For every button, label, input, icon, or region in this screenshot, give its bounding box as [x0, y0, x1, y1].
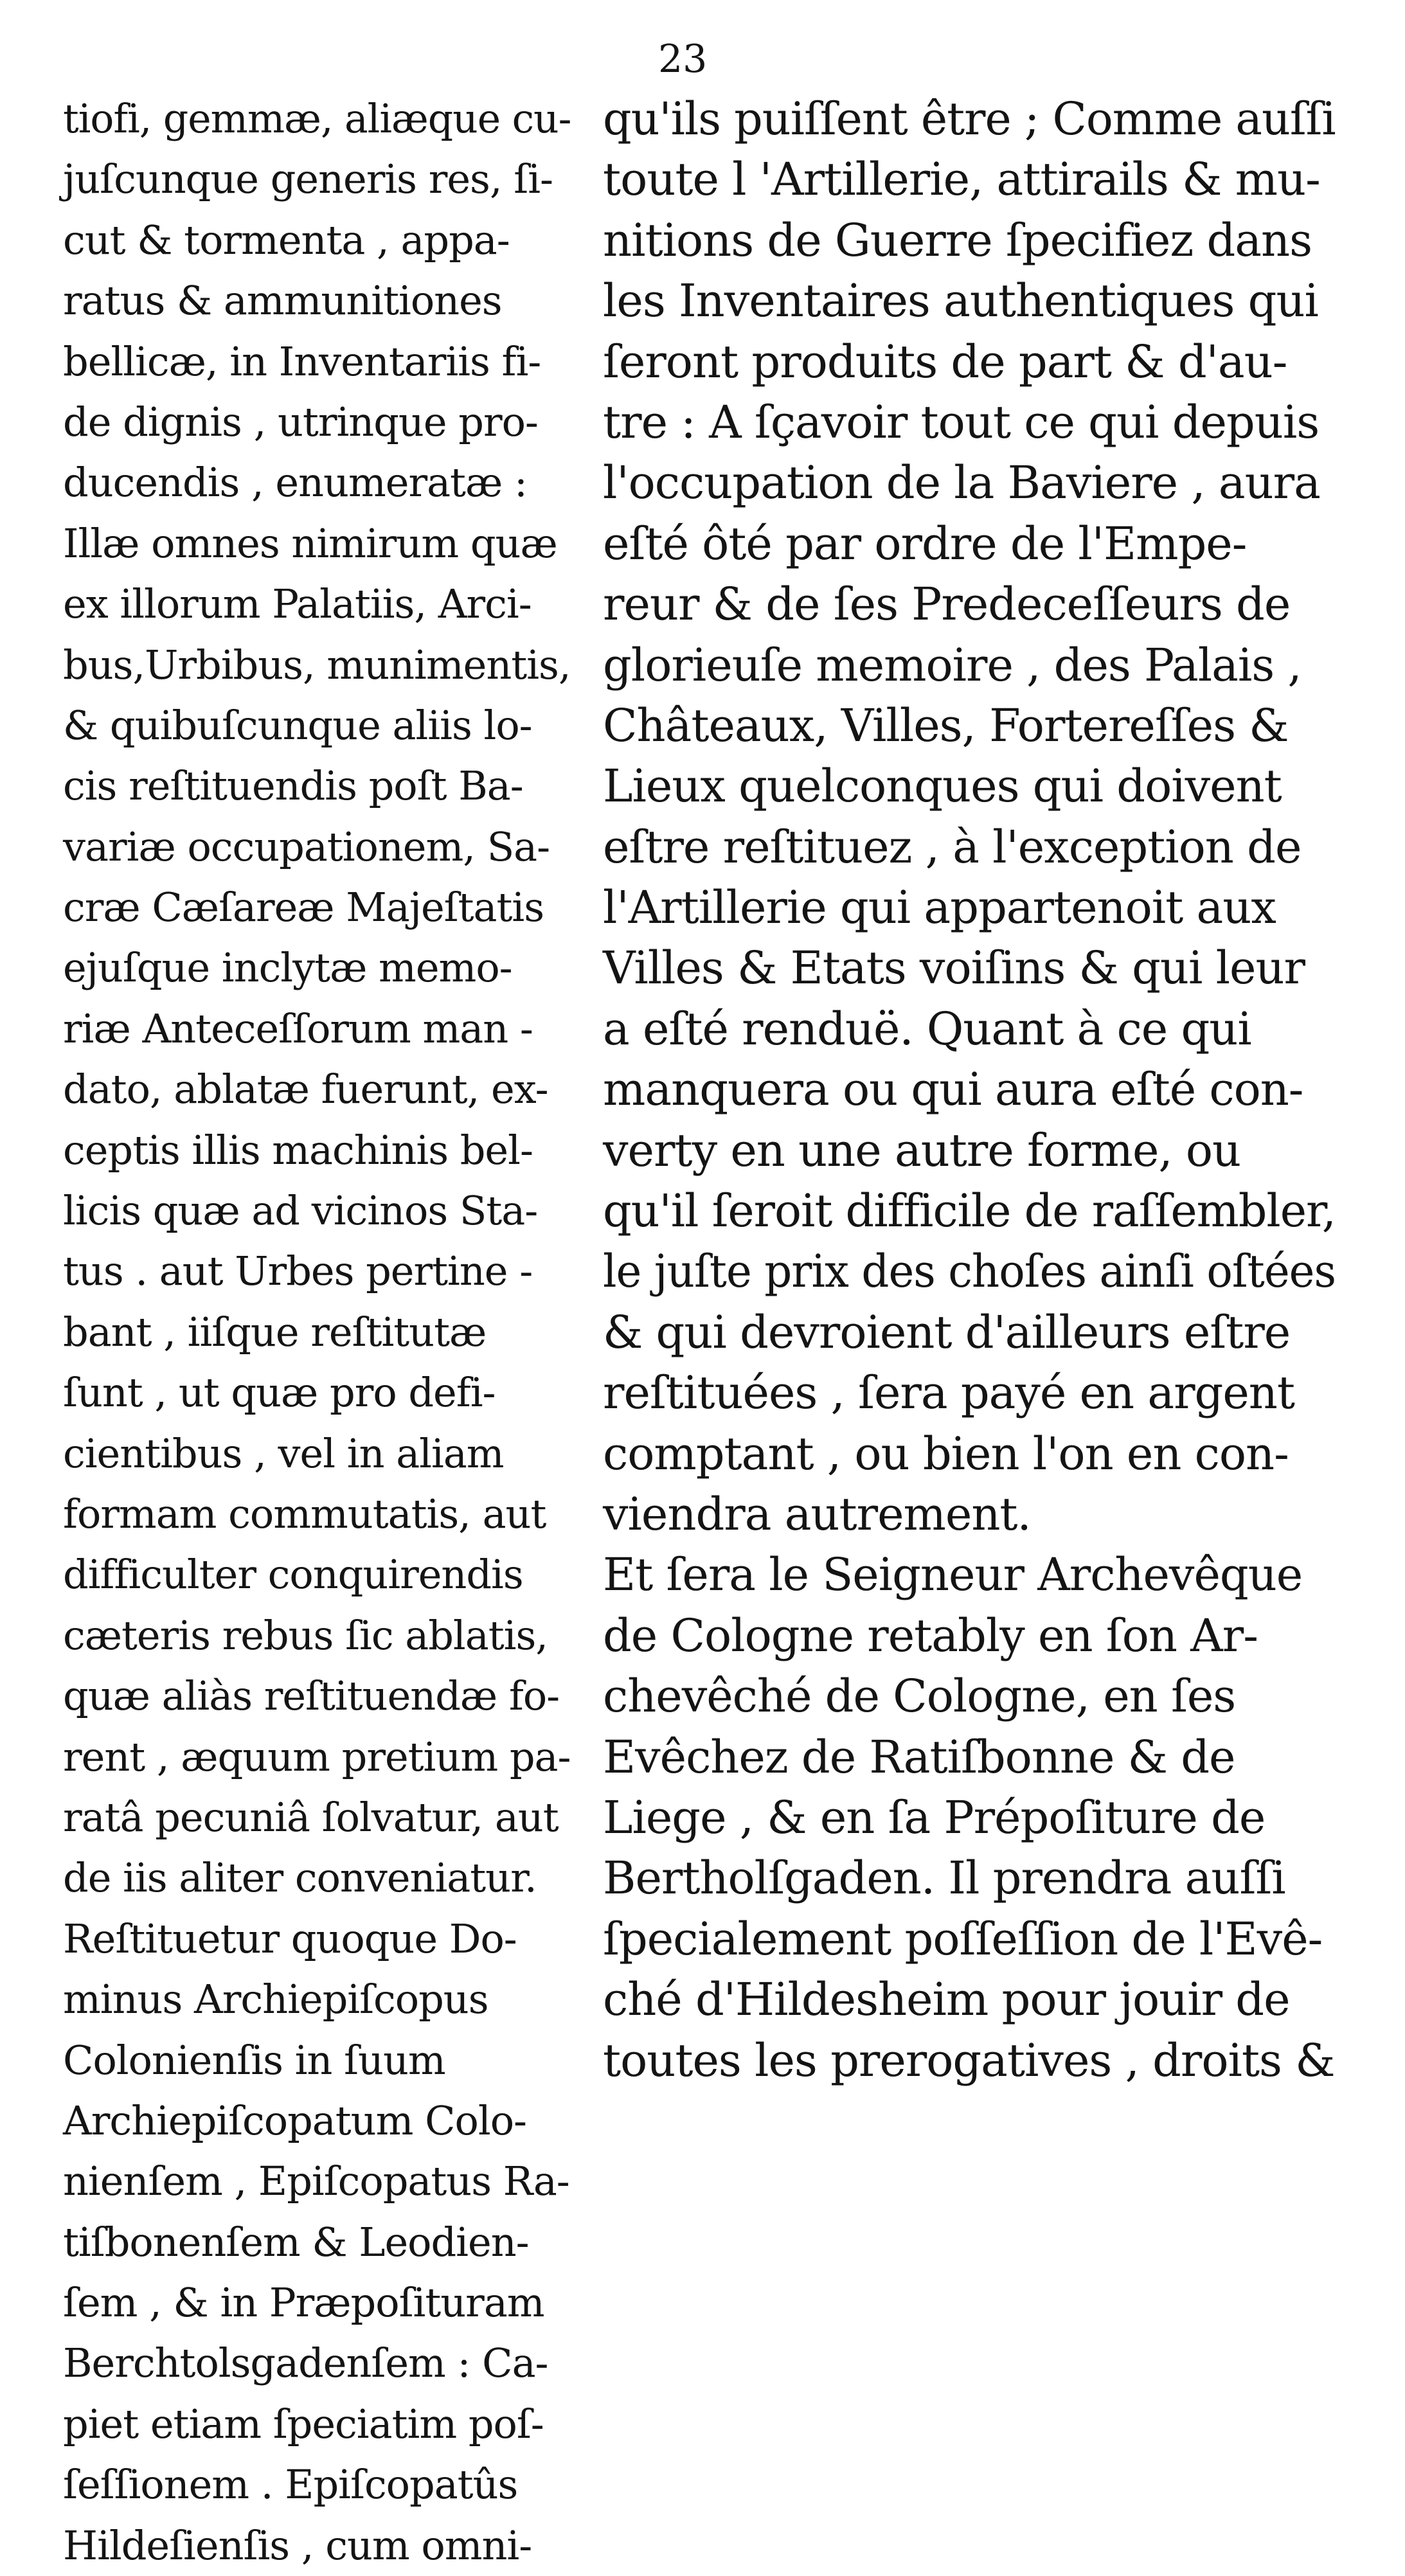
- french-text-line: & qui devroient d'ailleurs eſtre: [603, 1305, 1291, 1359]
- latin-text-line: cis reſtituendis poſt Ba-: [63, 762, 523, 810]
- latin-text-line: rent , æquum pretium pa-: [63, 1733, 571, 1780]
- french-text-line: le juſte prix des choſes ainſi oſtées: [603, 1245, 1336, 1298]
- french-text-column: [603, 89, 1336, 2091]
- french-text-line: a eſté renduë. Quant à ce qui: [603, 1002, 1251, 1055]
- latin-text-line: piet etiam ſpeciatim poſ-: [63, 2400, 544, 2447]
- page-number: 23: [658, 37, 708, 82]
- french-text-line: ſpecialement poſſeſſion de l'Evê-: [603, 1912, 1323, 1965]
- latin-text-line: Reſtituetur quoque Do-: [63, 1915, 517, 1962]
- french-text-line: Villes & Etats voiſins & qui leur: [603, 942, 1305, 995]
- latin-text-line: minus Archiepiſcopus: [63, 1976, 488, 2023]
- french-text-line: reſtituées , ſera payé en argent: [603, 1366, 1295, 1420]
- french-text-line: tre : A ſçavoir tout ce qui depuis: [603, 395, 1320, 449]
- latin-text-line: Berchtolsgadenſem : Ca-: [63, 2339, 548, 2387]
- french-text-line: Evêchez de Ratiſbonne & de: [603, 1730, 1235, 1784]
- latin-text-line: cræ Cæſareæ Majeſtatis: [63, 884, 544, 931]
- latin-text-line: difficulter conquirendis: [63, 1551, 523, 1598]
- french-text-line: manquera ou qui aura eſté con-: [603, 1063, 1303, 1116]
- french-text-line: l'occupation de la Baviere , aura: [603, 456, 1320, 510]
- french-text-line: chevêché de Cologne, en ſes: [603, 1670, 1236, 1723]
- latin-text-line: quæ aliàs reſtituendæ fo-: [63, 1672, 560, 1720]
- latin-text-line: bellicæ, in Inventariis fi-: [63, 337, 541, 385]
- french-text-line: eſtre reſtituez , à l'exception de: [603, 820, 1302, 873]
- latin-text-line: tus . aut Urbes pertine -: [63, 1248, 533, 1295]
- french-text-line: Châteaux, Villes, Fortereſſes &: [603, 699, 1289, 752]
- latin-text-line: bus,Urbibus, munimentis,: [63, 641, 571, 688]
- latin-text-line: ceptis illis machinis bel-: [63, 1126, 533, 1174]
- french-text-line: Bertholſgaden. Il prendra auſſi: [603, 1852, 1285, 1905]
- french-text-line: eſté ôté par ordre de l'Empe-: [603, 517, 1247, 570]
- latin-text-line: ratâ pecuniâ ſolvatur, aut: [63, 1793, 559, 1841]
- latin-text-column: [63, 89, 571, 2576]
- french-text-line: toute l 'Artillerie, attirails & mu-: [603, 153, 1320, 206]
- latin-text-line: ſem , & in Præpoſituram: [63, 2279, 544, 2327]
- latin-text-line: ſeſſionem . Epiſcopatûs: [63, 2461, 518, 2509]
- latin-text-line: Hildeſienſis , cum omni-: [63, 2521, 532, 2569]
- french-text-line: ſeront produits de part & d'au-: [603, 335, 1287, 388]
- latin-text-line: ex illorum Palatiis, Arci-: [63, 580, 532, 628]
- latin-text-line: ratus & ammunitiones: [63, 277, 502, 325]
- french-text-line: qu'ils puiſſent être ; Comme auſſi: [603, 93, 1336, 145]
- latin-text-line: de iis aliter conveniatur.: [63, 1854, 537, 1902]
- latin-text-line: formam commutatis, aut: [63, 1490, 546, 1537]
- french-text-line: Liege , & en ſa Prépoſiture de: [603, 1791, 1266, 1844]
- french-text-line: qu'il ſeroit difficile de raſſembler,: [603, 1185, 1336, 1238]
- latin-text-line: variæ occupationem, Sa-: [63, 823, 550, 870]
- french-text-line: Et ſera le Seigneur Archevêque: [603, 1548, 1303, 1602]
- french-text-line: nitions de Guerre ſpecifiez dans: [603, 213, 1312, 267]
- latin-text-line: juſcunque generis res, ſi-: [63, 156, 553, 203]
- french-text-line: de Cologne retably en ſon Ar-: [603, 1609, 1258, 1662]
- latin-text-line: Illæ omnes nimirum quæ: [63, 519, 557, 567]
- latin-text-line: ſunt , ut quæ pro defi-: [63, 1369, 496, 1417]
- french-text-line: les Inventaires authentiques qui: [603, 274, 1318, 328]
- latin-text-line: nienſem , Epiſcopatus Ra-: [63, 2158, 569, 2205]
- french-text-line: Lieux quelconques qui doivent: [603, 760, 1282, 813]
- latin-text-line: riæ Anteceſſorum man -: [63, 1005, 533, 1052]
- latin-text-line: de dignis , utrinque pro-: [63, 398, 538, 445]
- latin-text-line: & quibuſcunque aliis lo-: [63, 701, 532, 749]
- french-text-line: reur & de ſes Predeceſſeurs de: [603, 578, 1291, 631]
- latin-text-line: cæteris rebus ſic ablatis,: [63, 1611, 548, 1659]
- latin-text-line: cientibus , vel in aliam: [63, 1429, 504, 1477]
- latin-text-line: bant , iiſque reſtitutæ: [63, 1308, 487, 1355]
- french-text-line: verty en une autre forme, ou: [603, 1123, 1241, 1177]
- french-text-line: glorieuſe memoire , des Palais ,: [603, 638, 1302, 692]
- latin-text-line: ejuſque inclytæ memo-: [63, 944, 512, 992]
- latin-text-line: cut & tormenta , appa-: [63, 216, 510, 264]
- latin-text-line: dato, ablatæ fuerunt, ex-: [63, 1066, 548, 1113]
- french-text-line: viendra autrement.: [603, 1487, 1031, 1541]
- latin-text-line: licis quæ ad vicinos Sta-: [63, 1187, 538, 1235]
- latin-text-line: ducendis , enumeratæ :: [63, 459, 527, 506]
- french-text-line: comptant , ou bien l'on en con-: [603, 1427, 1289, 1480]
- latin-text-line: Archiepiſcopatum Colo-: [63, 2097, 526, 2144]
- latin-text-line: tiſbonenſem & Leodien-: [63, 2218, 529, 2266]
- french-text-line: ché d'Hildesheim pour jouir de: [603, 1973, 1290, 2026]
- french-text-line: l'Artillerie qui appartenoit aux: [603, 881, 1276, 935]
- latin-text-line: Colonienſis in ſuum: [63, 2036, 445, 2084]
- french-text-line: toutes les prerogatives , droits &: [603, 2034, 1335, 2087]
- latin-text-line: tiofi, gemmæ, aliæque cu-: [63, 95, 571, 142]
